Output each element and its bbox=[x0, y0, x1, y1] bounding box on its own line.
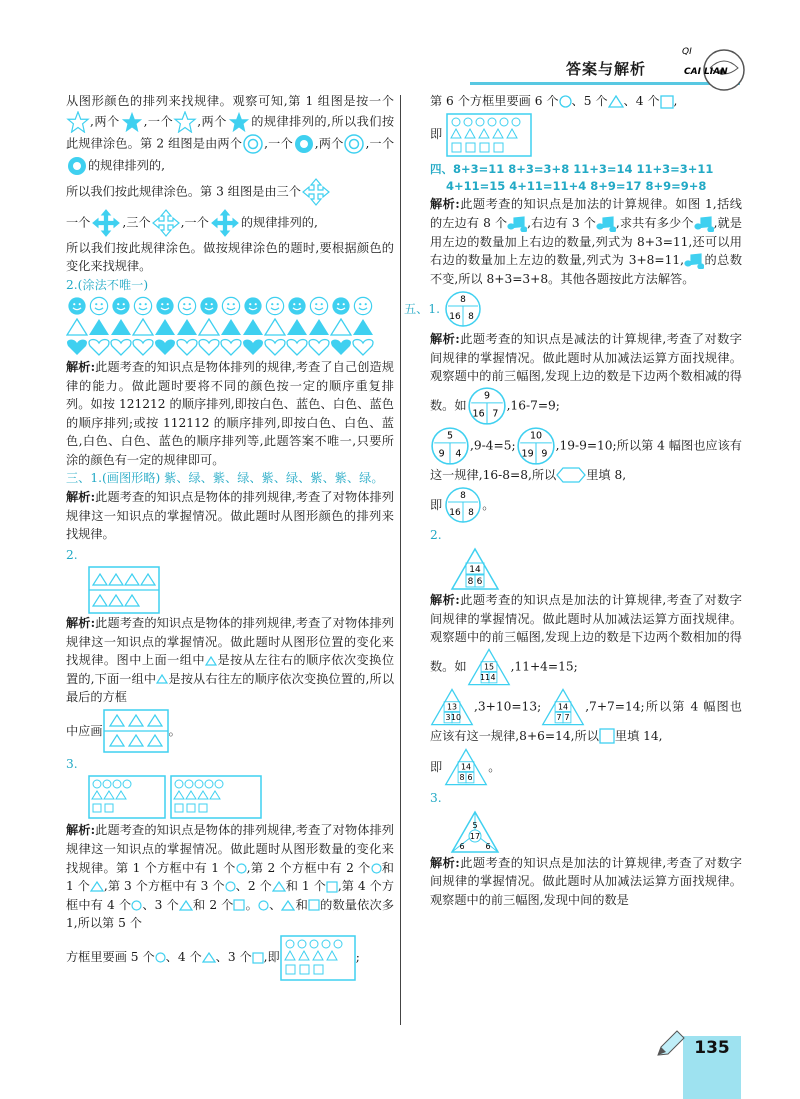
section3-analysis: 解析:此题考查的知识点是物体的排列规律,考查了对物体排列规律这一知识点的掌握情况。做此题时从图形颜色的排列来找规律。 bbox=[66, 490, 394, 542]
smiley-face-icon bbox=[242, 296, 264, 316]
heart-icon bbox=[154, 338, 176, 356]
cross-arrow-filled-icon bbox=[209, 207, 241, 239]
small-triangle-icon bbox=[202, 952, 216, 963]
triangle-icon bbox=[66, 318, 88, 336]
small-triangle-icon bbox=[90, 881, 104, 892]
triangle-icon bbox=[352, 318, 374, 336]
smiley-face-icon bbox=[154, 296, 176, 316]
section3-label: 三、1.(画图形略) 紫、绿、紫、绿、紫、绿、紫、紫、绿。 bbox=[66, 471, 384, 486]
wheel-top: 8 bbox=[460, 295, 466, 306]
svg-text:14: 14 bbox=[558, 702, 569, 712]
smiley-face-icon bbox=[286, 296, 308, 316]
number-wheel bbox=[516, 426, 556, 466]
svg-text:6: 6 bbox=[485, 841, 491, 851]
s3-q2-answer: 2. bbox=[66, 547, 78, 562]
svg-text:17: 17 bbox=[469, 831, 481, 841]
s5-q3-answer: 3. bbox=[430, 791, 442, 806]
svg-text:7: 7 bbox=[564, 712, 570, 722]
triangle-icon bbox=[154, 318, 176, 336]
q2-analysis: 解析:此题考查的知识点是物体排列的规律,考查了自己创造规律的能力。做此题时要将不同的颜色按一定的顺序重复排列。如按 121212 的顺序排列,即按白色、蓝色、白色、蓝色的顺序排列;或按 112112 的顺序排列,即按白色、白色、蓝色,白色、白色、蓝色的顺序排列等,此题答案不唯一,只要所涂的颜色有一定的规律即可。 bbox=[66, 360, 394, 467]
section5-examples: 5 9 4 ,9-4=5; 10 19 9 ,19-9=10;所以第 4 幅图也应该有这一规律,16-8=8,所以 里填 8, bbox=[430, 426, 742, 485]
svg-text:5: 5 bbox=[446, 430, 454, 442]
triangle-icon bbox=[110, 318, 132, 336]
heart-icon bbox=[88, 338, 110, 356]
square-icon bbox=[233, 899, 245, 911]
answer-paragraph-2: 所以我们按此规律涂色。第 3 组图是由三个 bbox=[66, 177, 394, 207]
s5-q2-analysis: 解析:此题考查的知识点是加法的计算规律,考查了对数字间规律的掌握情况。做此题时从加减法运算方面找规律。观察题中的前三幅图,发现上边的数是下边两个数相加的得数。如 15 11 4 ,11+4=15; bbox=[430, 591, 742, 687]
triangle-icon bbox=[286, 318, 308, 336]
answer-paragraph-4: 所以我们按此规律涂色。做按规律涂色的题时,要根据颜色的变化来找规律。 bbox=[66, 240, 394, 274]
triangle-row bbox=[66, 318, 394, 336]
smiley-face-icon bbox=[198, 296, 220, 316]
s3-q3-analysis: 解析:此题考查的知识点是物体的排列规律,考查了对物体排列规律这一知识点的掌握情况。做此题时从图形数量的变化来找规律。第 1 个方框中有 1 个 ,第 2 个方框中有 2 个 和 1 个 ,第 3 个方框中有 3 个 、2 个 和 1 个 ,第 4 个方框中有 4 个 、3 个 和 2 个 。 、 和 的数量依次多 1,所以第 5 个 bbox=[66, 823, 395, 931]
smiley-face-icon bbox=[352, 296, 374, 316]
section5-result: 即 8 16 8 。 bbox=[430, 486, 742, 524]
heart-icon bbox=[352, 338, 374, 356]
svg-text:14: 14 bbox=[461, 762, 472, 772]
heart-icon bbox=[286, 338, 308, 356]
number-triangle bbox=[450, 547, 500, 591]
shape-count-box bbox=[446, 113, 532, 157]
heart-icon bbox=[66, 338, 88, 356]
number-wheel bbox=[444, 486, 482, 524]
heart-icon bbox=[176, 338, 198, 356]
s5-q3-analysis: 解析:此题考查的知识点是加法的计算规律,考查了对数字间规律的掌握情况。做此题时从加减法运算方面找规律。观察题中的前三幅图,发现中间的数是 bbox=[430, 855, 742, 907]
s5-q2-examples: 13 3 10 ,3+10=13; 14 7 7 ,7+7=14;所以第 4 幅图也应该有这一规律,8+6=14,所以 里填 14, bbox=[430, 687, 742, 746]
svg-text:4: 4 bbox=[490, 672, 496, 682]
triangle-icon bbox=[330, 318, 352, 336]
heart-icon bbox=[264, 338, 286, 356]
small-triangle-icon bbox=[272, 881, 286, 892]
circle-icon bbox=[236, 863, 247, 874]
svg-text:8: 8 bbox=[468, 508, 475, 519]
square-icon bbox=[326, 881, 338, 893]
smiley-face-icon bbox=[66, 296, 88, 316]
heart-icon bbox=[330, 338, 352, 356]
svg-text:6: 6 bbox=[459, 841, 465, 851]
hexagon-blank-icon bbox=[556, 467, 586, 483]
right-column bbox=[404, 92, 743, 909]
circle-icon bbox=[131, 900, 142, 911]
music-note-icon bbox=[684, 253, 704, 269]
triangle-icon bbox=[176, 318, 198, 336]
number-triangle bbox=[467, 647, 511, 687]
svg-text:3: 3 bbox=[445, 712, 451, 722]
section4-equations-1: 四、8+3=11 8+3=3+8 11+3=14 11+3=3+11 bbox=[430, 161, 714, 176]
svg-text:8: 8 bbox=[467, 576, 474, 587]
smiley-face-icon bbox=[176, 296, 198, 316]
heart-icon bbox=[242, 338, 264, 356]
wheel-right: 8 bbox=[468, 312, 474, 323]
caillian-logo bbox=[676, 28, 756, 100]
small-triangle-icon bbox=[156, 674, 168, 684]
music-note-icon bbox=[694, 216, 714, 232]
right-top-line: 第 6 个方框里要画 6 个 、5 个 、4 个 , bbox=[430, 94, 678, 108]
logo-sub: QI bbox=[682, 47, 692, 57]
svg-text:6: 6 bbox=[467, 773, 473, 783]
s3-q3-answer: 3. bbox=[66, 756, 78, 771]
svg-text:7: 7 bbox=[491, 408, 498, 420]
svg-text:11: 11 bbox=[479, 672, 490, 682]
logo-text: CAI LIAN bbox=[684, 67, 728, 77]
svg-text:16: 16 bbox=[449, 508, 461, 519]
small-triangle-icon bbox=[281, 900, 295, 911]
small-triangle-icon bbox=[205, 656, 217, 666]
heart-icon bbox=[198, 338, 220, 356]
page-number: 135 bbox=[694, 1038, 730, 1058]
smiley-face-icon bbox=[308, 296, 330, 316]
smiley-row bbox=[66, 296, 394, 316]
svg-text:9: 9 bbox=[483, 390, 490, 402]
square-blank-icon bbox=[599, 728, 615, 744]
left-column bbox=[66, 92, 394, 983]
q2-label: 2.(涂法不唯一) bbox=[66, 277, 149, 292]
section4-equations-2: 4+11=15 4+11=11+4 8+9=17 8+9=9+8 bbox=[446, 179, 707, 194]
circle-icon bbox=[155, 952, 166, 963]
number-wheel bbox=[444, 290, 482, 328]
cross-arrow-filled-icon bbox=[90, 207, 122, 239]
smiley-face-icon bbox=[220, 296, 242, 316]
number-wheel bbox=[467, 386, 507, 426]
svg-text:14: 14 bbox=[469, 564, 481, 575]
triangle-icon bbox=[264, 318, 286, 336]
triangle-icon bbox=[88, 318, 110, 336]
heart-icon bbox=[110, 338, 132, 356]
svg-text:9: 9 bbox=[438, 448, 445, 460]
ring-filled-icon bbox=[293, 133, 315, 155]
square-icon bbox=[252, 952, 264, 964]
s3-q2-end: 中应画 。 bbox=[66, 709, 394, 753]
svg-text:8: 8 bbox=[459, 773, 465, 783]
smiley-face-icon bbox=[110, 296, 132, 316]
number-triangle-split bbox=[450, 810, 500, 854]
wheel-left: 16 bbox=[449, 312, 461, 323]
svg-text:4: 4 bbox=[455, 448, 462, 460]
square-icon bbox=[660, 95, 674, 109]
heart-icon bbox=[132, 338, 154, 356]
number-triangle bbox=[430, 687, 474, 727]
circle-icon bbox=[559, 95, 572, 108]
circle-icon bbox=[371, 863, 382, 874]
triangle-icon bbox=[242, 318, 264, 336]
smiley-face-icon bbox=[132, 296, 154, 316]
heart-icon bbox=[308, 338, 330, 356]
shape-count-box bbox=[280, 935, 356, 981]
answer-paragraph-3: 一个 ,三个 ,一个 的规律排列的, bbox=[66, 207, 394, 239]
s5-q2-answer: 2. bbox=[430, 528, 442, 543]
number-triangle bbox=[444, 747, 488, 787]
triangle-icon bbox=[308, 318, 330, 336]
ring-outline-icon bbox=[242, 133, 264, 155]
svg-text:10: 10 bbox=[529, 430, 542, 442]
star-filled-icon bbox=[120, 111, 144, 133]
svg-text:6: 6 bbox=[476, 576, 483, 587]
smiley-face-icon bbox=[264, 296, 286, 316]
svg-text:8: 8 bbox=[460, 491, 467, 502]
s3-q3-figures bbox=[88, 775, 394, 819]
svg-text:7: 7 bbox=[556, 712, 562, 722]
s3-q3-end: 方框里要画 5 个 、4 个 、3 个 ,即 ; bbox=[66, 935, 394, 981]
svg-text:19: 19 bbox=[521, 448, 534, 460]
section5-answer: 五、1. 8 16 8 bbox=[430, 290, 742, 328]
triangle-icon bbox=[220, 318, 242, 336]
s5-q2-result: 即 14 8 6 。 bbox=[430, 747, 742, 787]
number-triangle bbox=[541, 687, 585, 727]
star-outline-icon bbox=[173, 111, 197, 133]
circle-icon bbox=[225, 881, 236, 892]
heart-row bbox=[66, 338, 394, 356]
triangle-icon bbox=[132, 318, 154, 336]
svg-text:10: 10 bbox=[450, 712, 461, 722]
cross-arrow-outline-icon bbox=[151, 208, 181, 238]
star-outline-icon bbox=[66, 111, 90, 133]
column-divider bbox=[400, 95, 401, 1025]
s3-q2-analysis: 解析:此题考查的知识点是物体的排列规律,考查了对物体排列规律这一知识点的掌握情况。做此题时从图形位置的变化来找规律。图中上面一组中 是按从左往右的顺序依次变换位置的,下面一组中 是按从右往左的顺序依次变换位置的,所以最后的方框 bbox=[66, 616, 395, 705]
svg-text:9: 9 bbox=[540, 448, 548, 460]
svg-text:16: 16 bbox=[472, 408, 485, 420]
ring-outline-icon bbox=[343, 133, 365, 155]
number-wheel bbox=[430, 426, 470, 466]
header-title: 答案与解析 bbox=[566, 60, 647, 78]
shape-count-box bbox=[88, 775, 166, 819]
svg-text:15: 15 bbox=[483, 662, 494, 672]
svg-text:13: 13 bbox=[446, 702, 458, 712]
answer-paragraph-1: 从图形颜色的排列来找规律。观察可知,第 1 组图是按一个,两个 ,一个 ,两个 的规律排列的,所以我们按此规律涂色。第 2 组图是由两个 ,一个 ,两个 ,一个的规律排列的, bbox=[66, 92, 394, 177]
smiley-face-icon bbox=[88, 296, 110, 316]
triangle-box-figure bbox=[103, 709, 169, 753]
square-icon bbox=[308, 899, 320, 911]
star-filled-icon bbox=[227, 111, 251, 133]
smiley-face-icon bbox=[330, 296, 352, 316]
ring-filled-icon bbox=[66, 155, 88, 177]
triangle-box-figure bbox=[88, 566, 160, 614]
cross-arrow-outline-icon bbox=[301, 177, 331, 207]
svg-text:5: 5 bbox=[472, 820, 478, 830]
small-triangle-icon bbox=[179, 900, 193, 911]
small-triangle-icon bbox=[608, 95, 624, 108]
circle-icon bbox=[258, 900, 269, 911]
triangle-icon bbox=[198, 318, 220, 336]
music-note-icon bbox=[507, 216, 527, 232]
heart-icon bbox=[220, 338, 242, 356]
pencil-icon bbox=[655, 1028, 687, 1058]
music-note-icon bbox=[596, 216, 616, 232]
right-top-figure: 即 bbox=[430, 113, 742, 157]
section4-analysis: 解析:此题考查的知识点是加法的计算规律。如图 1,括线的左边有 8 个 ,右边有 3 个 ,求共有多少个 ,就是用左边的数量加上右边的数量,列式为 8+3=11,还可以用右边的数量加上左边的数量,列式为 3+8=11, 的总数不变,所以 8+3=3+8。其他各题按此方法解答。 bbox=[430, 197, 743, 286]
section5-analysis: 解析:此题考查的知识点是减法的计算规律,考查了对数字间规律的掌握情况。做此题时从加减法运算方面找规律。观察题中的前三幅图,发现上边的数是下边两个数相减的得数。如 9 16 7 ,16-7=9; bbox=[430, 330, 742, 426]
shape-count-box bbox=[170, 775, 262, 819]
